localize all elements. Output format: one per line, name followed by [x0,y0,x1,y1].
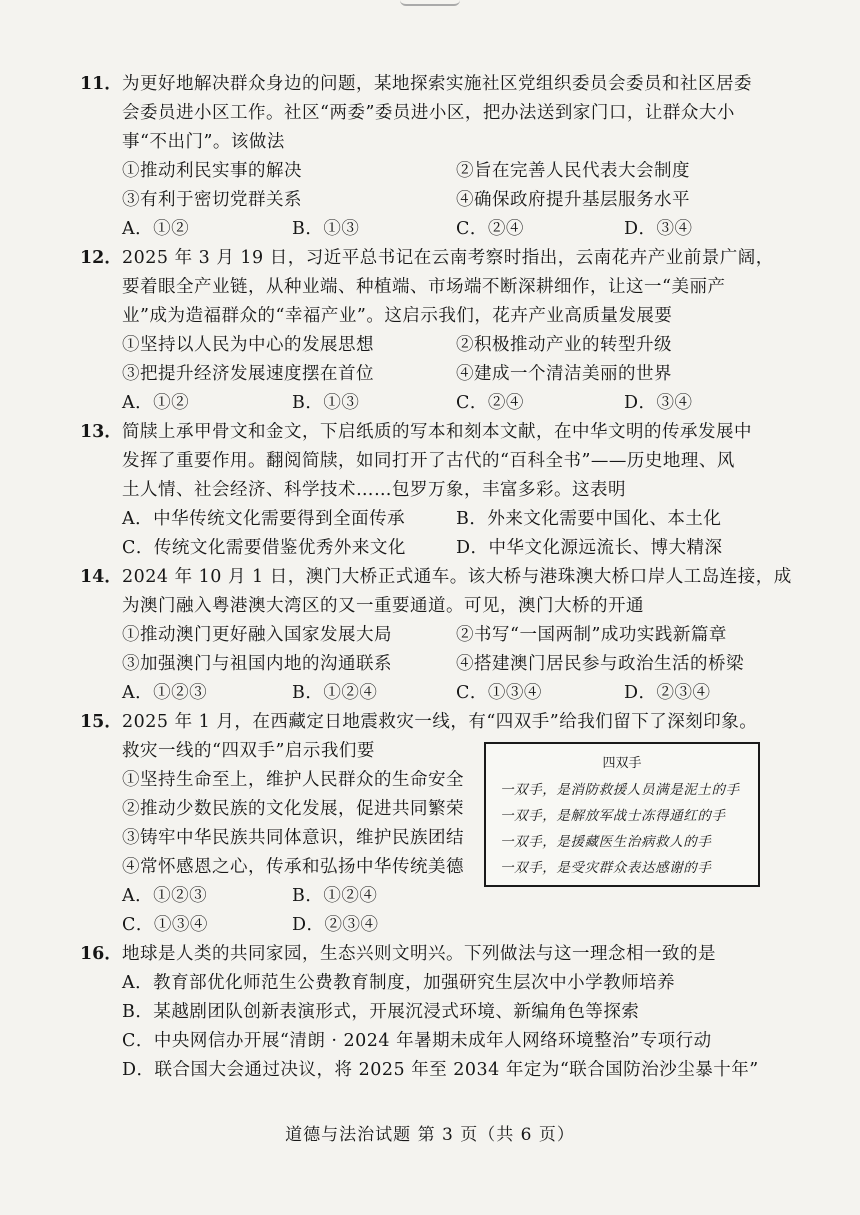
statement-item: ④建成一个清洁美丽的世界 [456,364,672,384]
answer-option-b[interactable]: B．①③ [292,219,360,239]
answer-option-d[interactable]: D．③④ [624,393,693,413]
answer-option-b[interactable]: B．外来文化需要中国化、本土化 [456,509,722,529]
statement-item: ②推动少数民族的文化发展，促进共同繁荣 [122,799,464,819]
answer-option-a[interactable]: A．①② [122,219,190,239]
answer-option-d[interactable]: D．联合国大会通过决议，将 2025 年至 2034 年定为“联合国防治沙尘暴十年” [122,1060,759,1080]
statement-item: ②旨在完善人民代表大会制度 [456,161,690,181]
statement-item: ③有利于密切党群关系 [122,190,302,210]
question-stem-line: 2024 年 10 月 1 日，澳门大桥正式通车。该大桥与港珠澳大桥口岸人工岛连接，成 [122,567,792,587]
answer-option-d[interactable]: D．中华文化源远流长、博大精深 [456,538,723,558]
answer-option-c[interactable]: C．中央网信办开展“清朗 · 2024 年暑期未成年人网络环境整治”专项行动 [122,1031,712,1051]
statement-item: ③铸牢中华民族共同体意识，维护民族团结 [122,828,464,848]
question-number: 11． [80,74,122,94]
question-stem-line: 会委员进小区工作。社区“两委”委员进小区，把办法送到家门口，让群众大小 [122,103,735,123]
statement-item: ④常怀感恩之心，传承和弘扬中华传统美德 [122,857,464,877]
question-stem-line: 2025 年 1 月，在西藏定日地震救灾一线，有“四双手”给我们留下了深刻印象。 [122,712,758,732]
statement-item: ①坚持以人民为中心的发展思想 [122,335,374,355]
textbox-line: 一双手，是受灾群众表达感谢的手 [500,860,712,876]
statement-item: ④确保政府提升基层服务水平 [456,190,690,210]
statement-item: ③把提升经济发展速度摆在首位 [122,364,374,384]
question-stem-line: 地球是人类的共同家园，生态兴则文明兴。下列做法与这一理念相一致的是 [122,944,716,964]
answer-option-a[interactable]: A．①②③ [122,886,208,906]
question-stem-line: 2025 年 3 月 19 日，习近平总书记在云南考察时指出，云南花卉产业前景广阔， [122,248,774,268]
question-number: 16． [80,944,122,964]
four-hands-textbox [484,742,760,887]
statement-item: ①推动利民实事的解决 [122,161,302,181]
answer-option-c[interactable]: C．传统文化需要借鉴优秀外来文化 [122,538,406,558]
question-stem-line: 救灾一线的“四双手”启示我们要 [122,741,375,761]
textbox-title: 四双手 [602,756,642,771]
answer-option-d[interactable]: D．③④ [624,219,693,239]
question-stem-line: 为更好地解决群众身边的问题，某地探索实施社区党组织委员会委员和社区居委 [122,74,752,94]
answer-option-a[interactable]: A．①②③ [122,683,208,703]
question-stem-line: 业”成为造福群众的“幸福产业”。这启示我们，花卉产业高质量发展要 [122,306,673,326]
page-top-mark [400,0,460,6]
answer-option-d[interactable]: D．②③④ [292,915,379,935]
statement-item: ②书写“一国两制”成功实践新篇章 [456,625,727,645]
answer-option-a[interactable]: A．教育部优化师范生公费教育制度，加强研究生层次中小学教师培养 [122,973,676,993]
page-footer: 道德与法治试题 第 3 页（共 6 页） [285,1125,575,1145]
question-stem-line: 为澳门融入粤港澳大湾区的又一重要通道。可见，澳门大桥的开通 [122,596,644,616]
answer-option-a[interactable]: A．中华传统文化需要得到全面传承 [122,509,406,529]
answer-option-b[interactable]: B．①②④ [292,886,378,906]
textbox-line: 一双手，是援藏医生治病救人的手 [500,834,712,850]
statement-item: ②积极推动产业的转型升级 [456,335,672,355]
answer-option-c[interactable]: C．②④ [456,219,524,239]
statement-item: ①推动澳门更好融入国家发展大局 [122,625,392,645]
textbox-line: 一双手，是解放军战士冻得通红的手 [500,808,726,824]
answer-option-b[interactable]: B．①③ [292,393,360,413]
question-number: 12． [80,248,122,268]
answer-option-c[interactable]: C．①③④ [122,915,208,935]
answer-option-c[interactable]: C．①③④ [456,683,542,703]
question-stem-line: 土人情、社会经济、科学技术……包罗万象，丰富多彩。这表明 [122,480,626,500]
answer-option-d[interactable]: D．②③④ [624,683,711,703]
question-number: 15． [80,712,122,732]
statement-item: ④搭建澳门居民参与政治生活的桥梁 [456,654,744,674]
answer-option-c[interactable]: C．②④ [456,393,524,413]
question-stem-line: 简牍上承甲骨文和金文，下启纸质的写本和刻本文献，在中华文明的传承发展中 [122,422,752,442]
question-stem-line: 事“不出门”。该做法 [122,132,285,152]
statement-item: ①坚持生命至上，维护人民群众的生命安全 [122,770,464,790]
statement-item: ③加强澳门与祖国内地的沟通联系 [122,654,392,674]
answer-option-b[interactable]: B．某越剧团队创新表演形式，开展沉浸式环境、新编角色等探索 [122,1002,640,1022]
answer-option-b[interactable]: B．①②④ [292,683,378,703]
question-number: 13． [80,422,122,442]
question-stem-line: 发挥了重要作用。翻阅简牍，如同打开了古代的“百科全书”——历史地理、风 [122,451,735,471]
question-number: 14． [80,567,122,587]
answer-option-a[interactable]: A．①② [122,393,190,413]
question-stem-line: 要着眼全产业链，从种业端、种植端、市场端不断深耕细作，让这一“美丽产 [122,277,726,297]
textbox-line: 一双手，是消防救援人员满是泥土的手 [500,782,740,798]
